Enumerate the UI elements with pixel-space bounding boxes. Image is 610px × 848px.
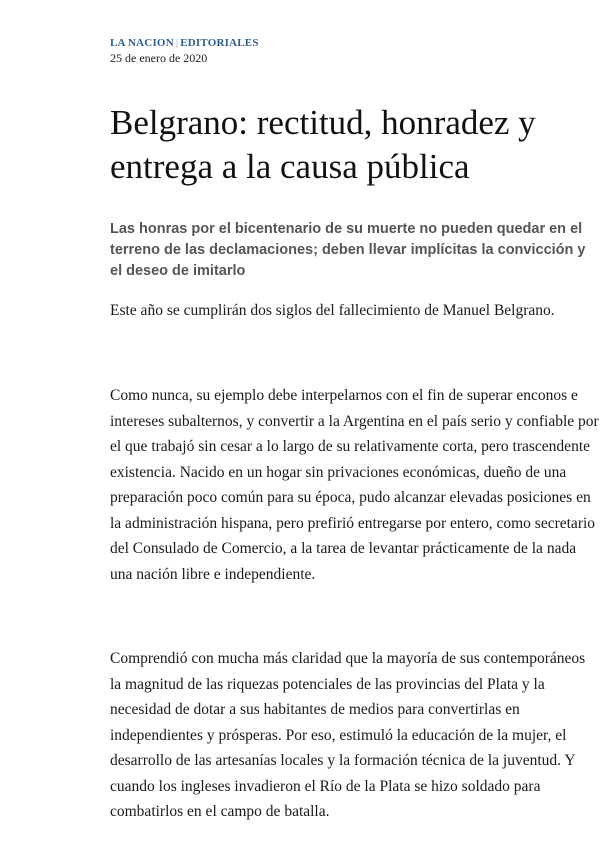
article-paragraph: Como nunca, su ejemplo debe interpelarnos con el fin de superar enconos e intereses subalternos, y convertir a la Argentina en el país serio y confiable por el que trabajó sin cesar a lo largo de su relativamente corta, pero trascendente existencia. Nacido en un hogar sin privaciones económicas, dueño de una preparación poco común para su época, pudo alcanzar elevadas posiciones en la administración hispana, pero prefirió entregarse por entero, como secretario del Consulado de Comercio, a la tarea de levantar prácticamente de la nada una nación libre e independiente.: [110, 387, 599, 583]
section-link[interactable]: EDITORIALES: [180, 37, 259, 49]
article-paragraph: Este año se cumplirán dos siglos del fallecimiento de Manuel Belgrano.: [110, 302, 555, 319]
article-paragraph: Comprendió con mucha más claridad que la mayoría de sus contemporáneos la magnitud de las riquezas potenciales de las provincias del Plata y la necesidad de dotar a sus habitantes de medios para convertirlas en independientes y prósperas. Por eso, estimuló la educación de la mujer, el desarrollo de las artesanías locales y la formación técnica de la juventud. Y cuando los ingleses invadieron el Río de la Plata se hizo soldado para combatirlos en el campo de batalla.: [110, 650, 586, 820]
article-headline: Belgrano: rectitud, honradez y entrega a la causa pública: [110, 103, 536, 186]
section-separator: |: [175, 37, 179, 49]
section-label: [110, 37, 259, 49]
publish-date: 25 de enero de 2020: [110, 51, 208, 65]
article-subhead: Las honras por el bicentenario de su muerte no pueden quedar en el terreno de las declamaciones; deben llevar implícitas la convicción y el deseo de imitarlo: [110, 221, 586, 279]
brand-link[interactable]: LA NACION: [110, 37, 174, 49]
